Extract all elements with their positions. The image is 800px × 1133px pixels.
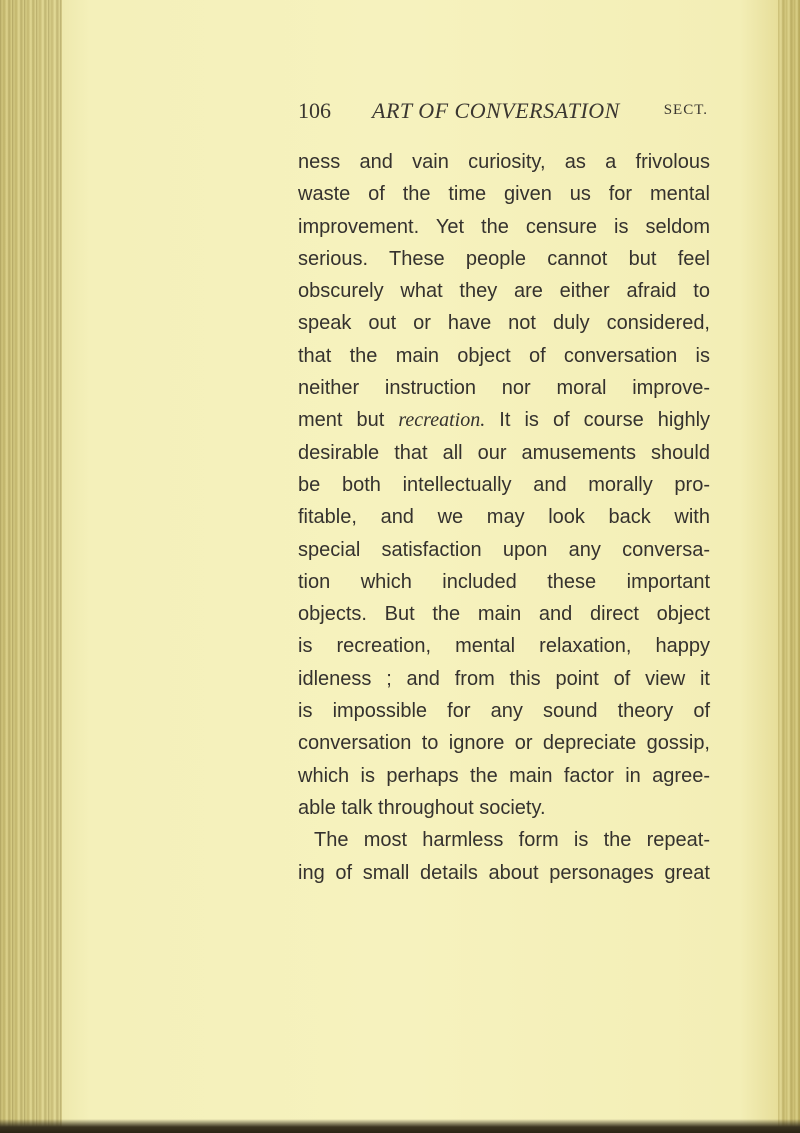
page-number: 106 — [298, 98, 331, 123]
text-line: desirable that all our amusements should — [298, 441, 710, 464]
text-segment: ment but — [298, 409, 385, 432]
text-line: ing of small details about personages great — [298, 861, 710, 884]
text-line: idleness ; and from this point of view it — [298, 667, 710, 690]
text-line: objects. But the main and direct object — [298, 603, 710, 626]
page-edge-bottom — [0, 1119, 800, 1133]
text-line: is impossible for any sound theory of — [298, 700, 710, 723]
text-line: special satisfaction upon any conversa- — [298, 538, 710, 561]
text-segment: It is of course highly — [499, 409, 711, 432]
running-header — [298, 98, 708, 128]
text-line-mixed — [298, 404, 710, 436]
text-line: improvement. Yet the censure is seldom — [298, 215, 710, 238]
text-line: which is perhaps the main factor in agree- — [298, 764, 710, 787]
text-line: is recreation, mental relaxation, happy — [298, 635, 710, 658]
text-line: obscurely what they are either afraid to — [298, 280, 710, 303]
text-line: conversation to ignore or depreciate gossip, — [298, 732, 710, 755]
section-label: SECT. — [663, 102, 708, 118]
body-text — [298, 146, 710, 889]
italic-word: recreation. — [398, 409, 486, 432]
text-line: neither instruction nor moral improve- — [298, 377, 710, 400]
page-edge-left — [0, 0, 62, 1133]
text-line: able talk throughout society. — [298, 796, 546, 819]
text-line: that the main object of conversation is — [298, 344, 710, 367]
text-line: ness and vain curiosity, as a frivolous — [298, 151, 710, 173]
text-line: be both intellectually and morally pro- — [298, 473, 710, 496]
text-line: tion which included these important — [298, 570, 710, 593]
page-edge-right — [778, 0, 800, 1133]
text-line: fitable, and we may look back with — [298, 506, 710, 529]
text-line: waste of the time given us for mental — [298, 183, 710, 206]
text-line: serious. These people cannot but feel — [298, 247, 710, 270]
text-line: speak out or have not duly considered, — [298, 312, 710, 335]
text-line: The most harmless form is the repeat- — [314, 829, 710, 852]
running-title: ART OF CONVERSATION — [372, 98, 620, 123]
